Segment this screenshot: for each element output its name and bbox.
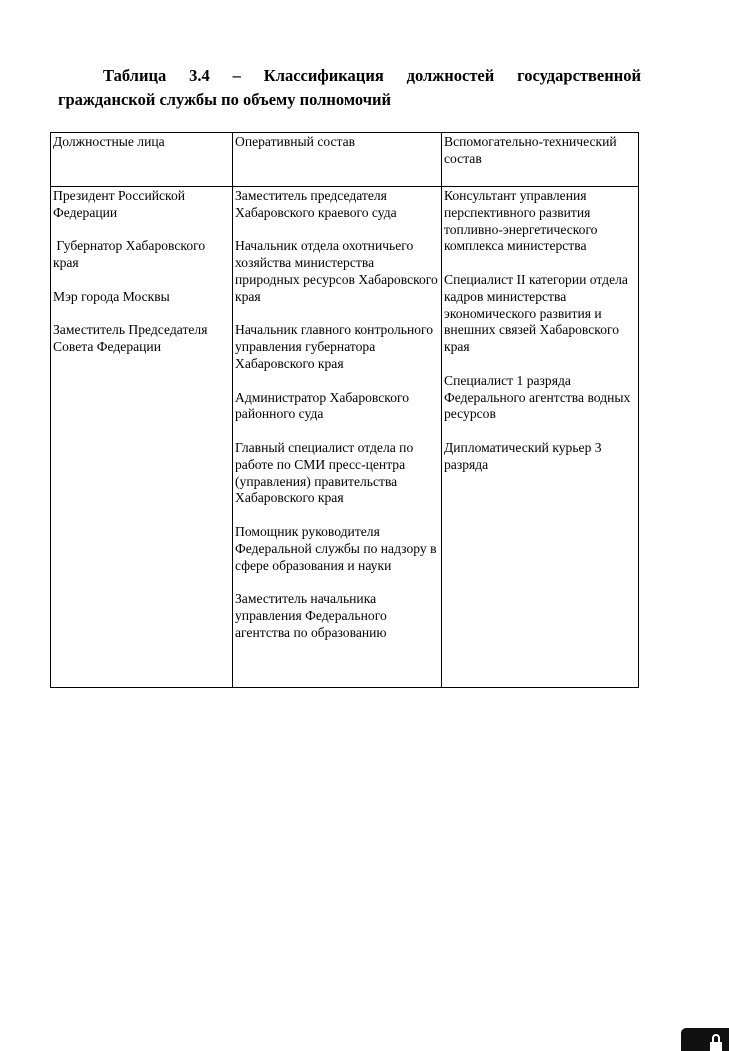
list-item: Заместитель начальника управления Федерального агентства по образованию [235,591,387,640]
list-item: Начальник главного контрольного управления губернатора Хабаровского края [235,322,434,371]
list-item: Специалист II категории отдела кадров министерства экономического развития и внешних связей Хабаровского края [444,271,628,355]
caption-line-2: гражданской службы по объему полномочий [58,90,392,109]
table-caption [58,64,641,112]
list-item: Администратор Хабаровского районного суда [235,389,410,422]
list-item: Губернатор Хабаровского края [53,238,209,271]
list-item: Начальник отдела охотничьего хозяйства министерства природных ресурсов Хабаровского края [235,238,438,304]
expand-handle-button[interactable] [681,1028,729,1051]
header-technical-staff: Вспомогательно-технический состав [442,133,639,187]
list-item: Заместитель председателя Хабаровского краевого суда [235,188,397,220]
caption-line-1: Таблица 3.4 – Классификация должностей государственной [103,66,641,85]
list-item: Дипломатический курьер 3 разряда [444,439,602,472]
table-body-row [51,187,639,688]
cell-technical-staff [442,187,639,688]
list-item: Президент Российской Федерации [53,188,186,220]
list-item: Главный специалист отдела по работе по СМИ пресс-центра (управления) правительства Хабаровского края [235,439,414,506]
list-item: Заместитель Председателя Совета Федерации [53,322,208,355]
expand-handle-icon [707,1033,725,1051]
list-item: Помощник руководителя Федеральной службы по надзору в сфере образования и науки [235,523,437,573]
positions-table [50,132,639,688]
header-officials: Должностные лица [51,133,233,187]
cell-operational-staff [233,187,442,688]
header-operational-staff: Оперативный состав [233,133,442,187]
list-item: Специалист 1 разряда Федерального агентства водных ресурсов [444,372,631,422]
list-item: Консультант управления перспективного развития топливно-энергетического комплекса министерства [444,188,598,254]
list-item: Мэр города Москвы [53,288,170,304]
cell-officials [51,187,233,688]
table-header-row [51,133,639,187]
